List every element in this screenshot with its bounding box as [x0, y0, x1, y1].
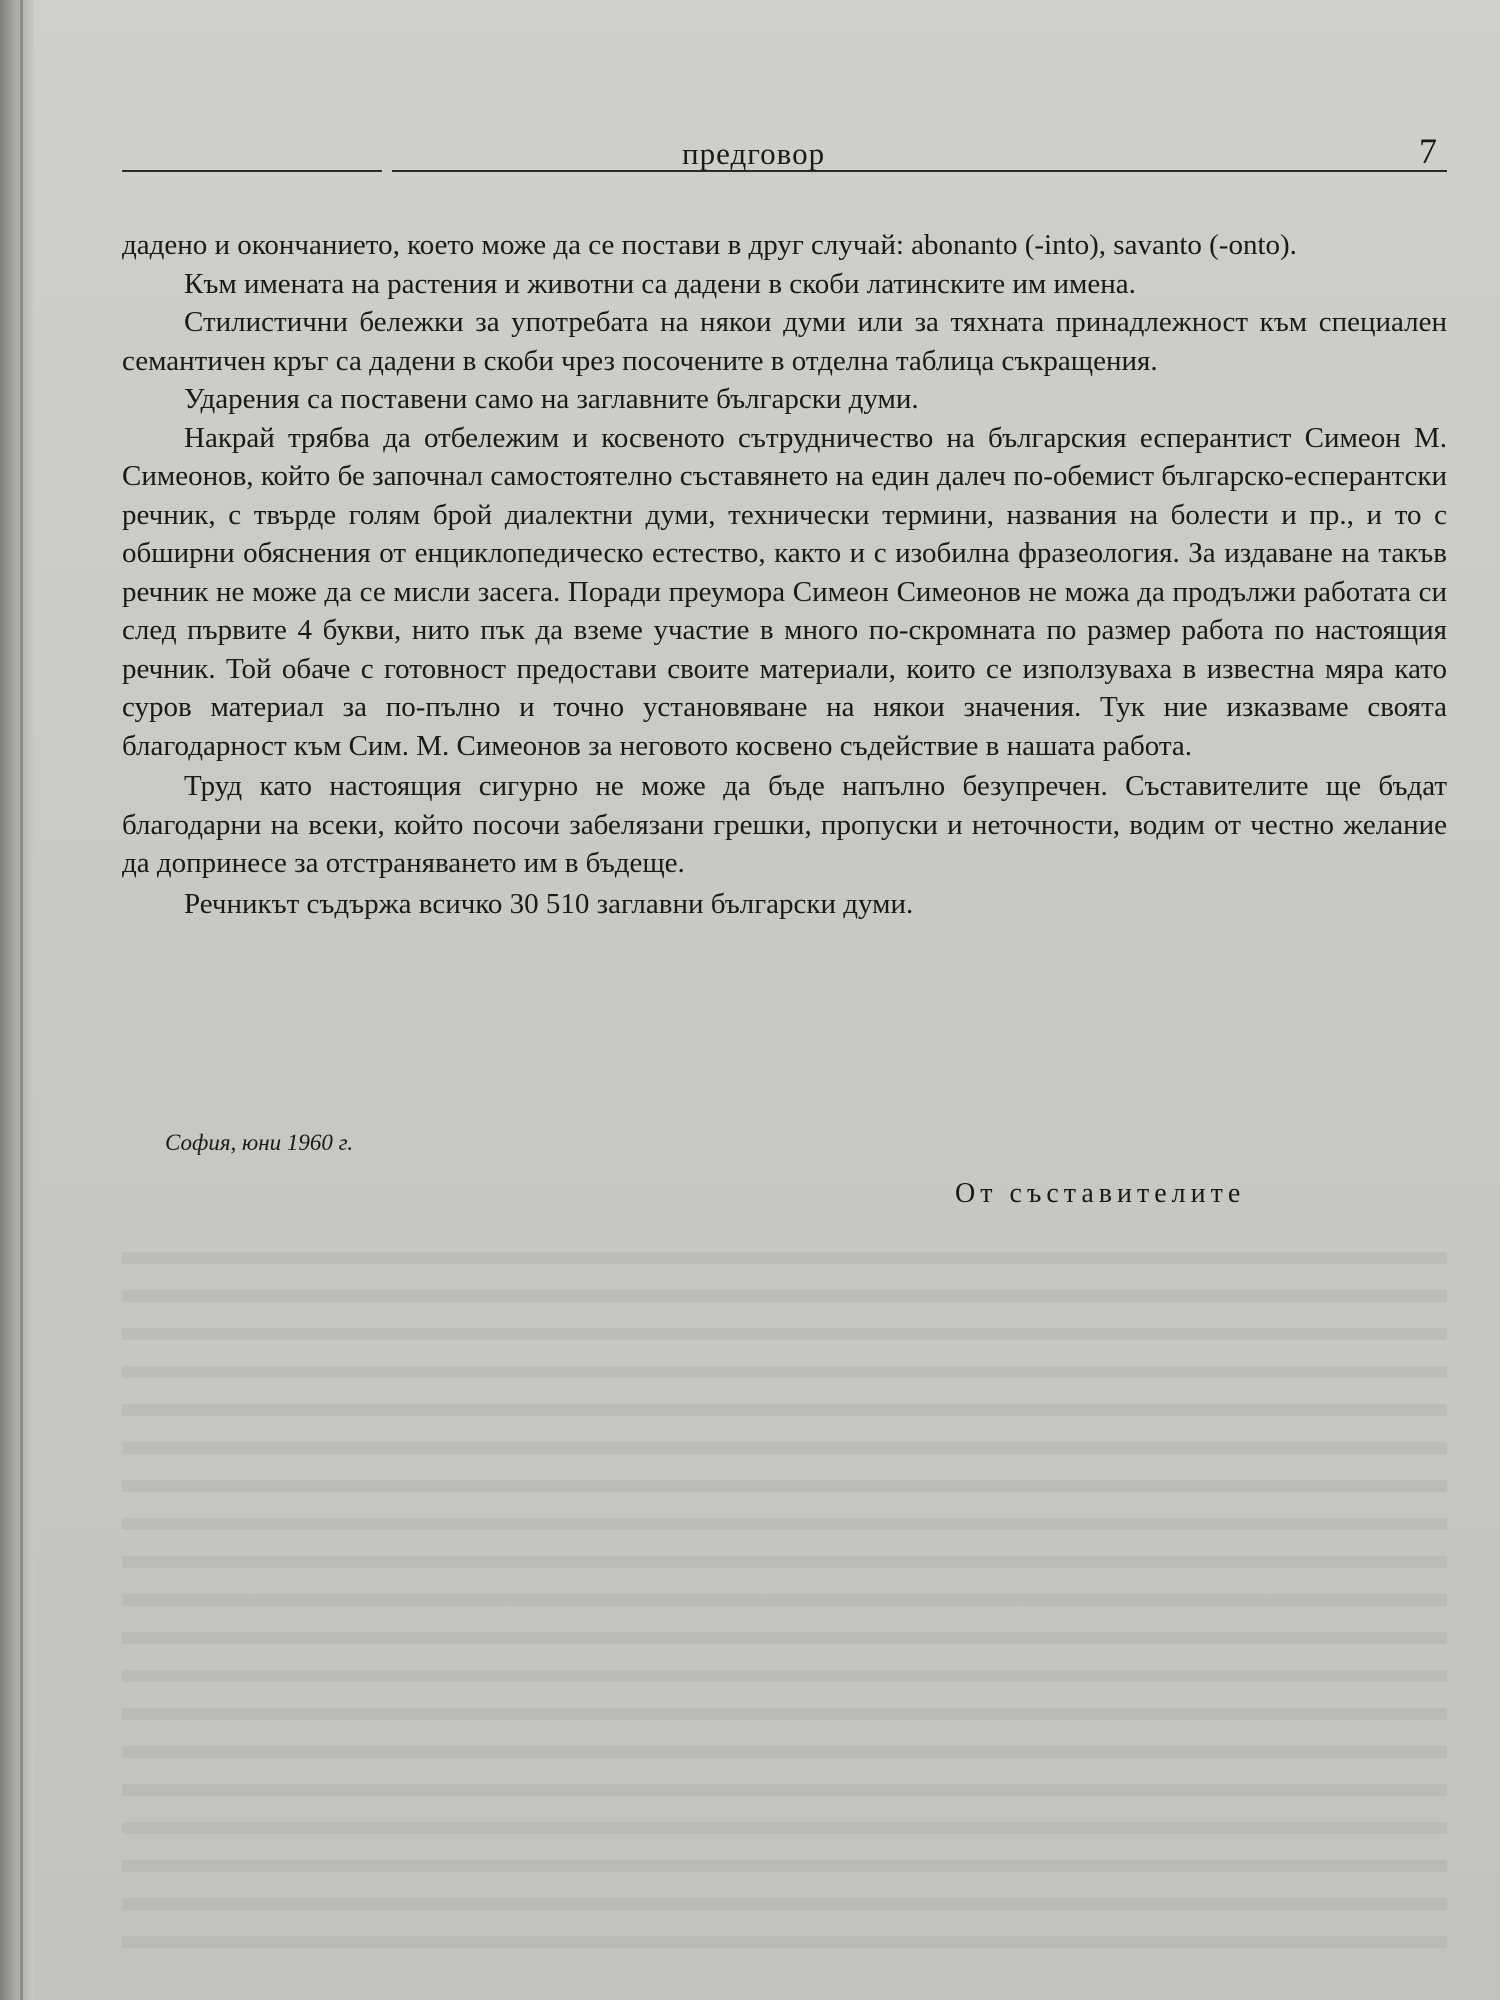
running-head-title: предговор — [682, 136, 826, 171]
header-rule-right — [392, 170, 1447, 172]
paragraph-latin-names: Към имената на растения и животни са дадени в скоби латинските им имена. — [184, 267, 1136, 300]
paragraph-errors: Труд като настоящия сигурно не може да бъде напълно безупречен. Съставителите ще бъдат благодарни на всеки, който посочи забелязани грешки, пропуски и неточности, водим от честно желание да допринесе за отстраняването им в бъдеще. — [122, 770, 1447, 879]
book-gutter-shadow — [0, 0, 34, 2000]
paragraph-stress-marks: Ударения са поставени само на заглавните български думи. — [184, 383, 919, 415]
signature: От съставителите — [955, 1178, 1246, 1209]
show-through-texture — [122, 1230, 1447, 1970]
page-edge — [20, 0, 23, 2000]
paragraph-stylistic-notes: Стилистични бележки за употребата на някои думи или за тяхната принадлежност към специален семантичен кръг са дадени в скоби чрез посочените в отделна таблица съкращения. — [122, 306, 1447, 377]
paragraph-continued: дадено и окончанието, което може да се постави в друг случай: abonanto (-into), savanto (-onto). — [122, 229, 1297, 261]
running-head — [122, 131, 1447, 188]
page-number: 7 — [1419, 131, 1437, 171]
paragraph-acknowledgement: Накрай трябва да отбележим и косвеното сътрудничество на българския есперантист Симеон М. Симеонов, който бе започнал самостоятелно съставянето на един далеч по-обемист българско-есперантски речник, с твърде голям брой диалектни думи, технически термини, названия на болести и пр., и то с обширни обяснения от енциклопедическо естество, както и с изобилна фразеология. За издаване на такъв речник не може да се мисли засега. Поради преумора Симеон Симеонов не можа да продължи работата си след първите 4 букви, нито пък да вземе участие в много по-скромната по размер работа по настоящия речник. Той обаче с готовност предостави своите материали, които се използуваха в известна мяра като суров материал за по-пълно и точно установяване на някои значения. Тук ние изказваме своята благодарност към Сим. М. Симеонов за неговото косвено съдействие в нашата работа. — [122, 421, 1447, 762]
preface-body — [122, 226, 1447, 923]
paragraph-word-count: Речникът съдържа всичко 30 510 заглавни български думи. — [184, 887, 914, 920]
header-rule-left — [122, 170, 382, 172]
place-date: София, юни 1960 г. — [165, 1130, 354, 1155]
